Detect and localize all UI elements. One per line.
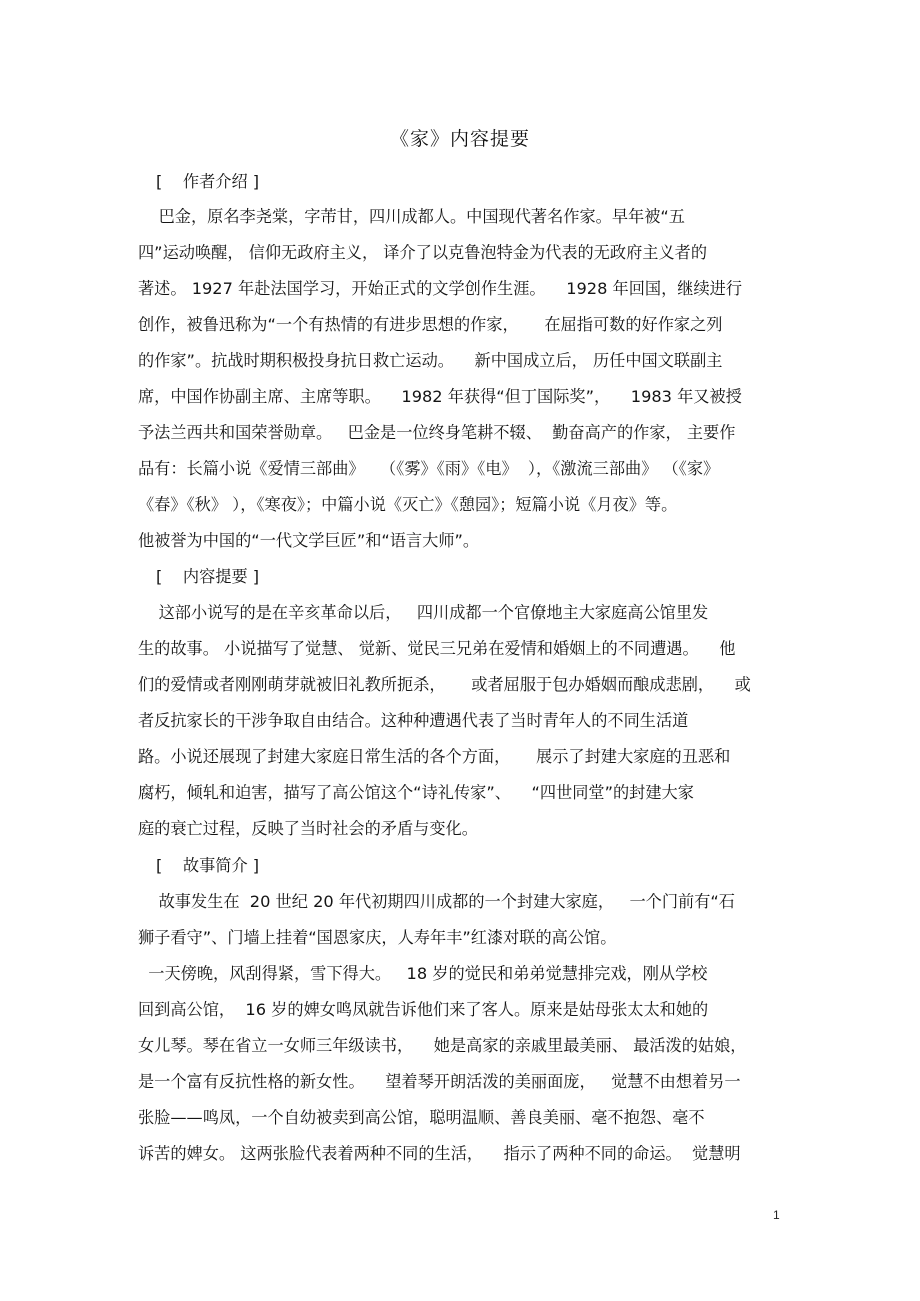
paragraph-line: 席，中国作协副主席、主席等职。 1982 年获得“但丁国际奖”， 1983 年又被授 [138, 387, 742, 406]
paragraph-line: 一天傍晚，风刮得紧，雪下得大。 18 岁的觉民和弟弟觉慧排完戏，刚从学校 [138, 964, 708, 983]
paragraph-line: 女儿琴。琴在省立一女师三年级读书， 她是高家的亲戚里最美丽、 最活泼的姑娘， [138, 1036, 747, 1055]
paragraph-line: 的作家”。抗战时期积极投身抗日救亡运动。 新中国成立后， 历任中国文联副主 [138, 351, 723, 370]
paragraph-line: 回到高公馆， 16 岁的婢女鸣凤就告诉他们来了客人。原来是姑母张太太和她的 [138, 1000, 709, 1019]
paragraph-line: 腐朽，倾轧和迫害，描写了高公馆这个“诗礼传家”、 “四世同堂”的封建大家 [138, 783, 694, 802]
paragraph-line: 们的爱情或者刚刚萌芽就被旧礼教所扼杀， 或者屈服于包办婚姻而酿成悲剧， 或 [138, 675, 751, 694]
paragraph-line: 予法兰西共和国荣誉勋章。 巴金是一位终身笔耕不辍、 勤奋高产的作家， 主要作 [138, 423, 736, 442]
section-heading-author: [ 作者介绍 ] [156, 172, 260, 191]
paragraph-line: 生的故事。 小说描写了觉慧、 觉新、觉民三兄弟在爱情和婚姻上的不同遭遇。 他 [138, 639, 736, 658]
paragraph-line: 《春》《秋》 ），《寒夜》；中篇小说《灭亡》《憩园》；短篇小说《月夜》等。 [138, 495, 678, 514]
paragraph-line: 张脸——鸣凤，一个自幼被卖到高公馆，聪明温顺、善良美丽、毫不抱怨、毫不 [138, 1108, 705, 1127]
paragraph-line: 创作，被鲁迅称为“一个有热情的有进步思想的作家， 在屈指可数的好作家之列 [138, 315, 723, 334]
section-heading-story: [ 故事简介 ] [156, 856, 260, 875]
paragraph-line: 是一个富有反抗性格的新女性。 望着琴开朗活泼的美丽面庞， 觉慧不由想着另一 [138, 1072, 741, 1091]
paragraph-line: 故事发生在 20 世纪 20 年代初期四川成都的一个封建大家庭， 一个门前有“石 [138, 892, 735, 911]
section-heading-summary: [ 内容提要 ] [156, 567, 260, 586]
paragraph-line: 著述。 1927 年赴法国学习，开始正式的文学创作生涯。 1928 年回国，继续进行 [138, 279, 743, 298]
paragraph-line: 狮子看守”、门墙上挂着“国恩家庆，人寿年丰”红漆对联的高公馆。 [138, 928, 617, 947]
paragraph-line: 巴金，原名李尧棠，字芾甘，四川成都人。中国现代著名作家。早年被“五 [138, 207, 685, 226]
paragraph-line: 品有：长篇小说《爱情三部曲》 （《雾》《雨》《电》 ），《激流三部曲》 （《家》 [138, 459, 720, 478]
page-number: 1 [773, 1208, 780, 1222]
paragraph-line: 他被誉为中国的“一代文学巨匠”和“语言大师”。 [138, 531, 480, 550]
paragraph-line: 者反抗家长的干涉争取自由结合。这种种遭遇代表了当时青年人的不同生活道 [138, 711, 689, 730]
paragraph-line: 四”运动唤醒， 信仰无政府主义， 译介了以克鲁泡特金为代表的无政府主义者的 [138, 243, 708, 262]
document-title: 《家》内容提要 [389, 128, 530, 150]
paragraph-line: 这部小说写的是在辛亥革命以后， 四川成都一个官僚地主大家庭高公馆里发 [138, 603, 709, 622]
paragraph-line: 路。小说还展现了封建大家庭日常生活的各个方面， 展示了封建大家庭的丑恶和 [138, 747, 731, 766]
paragraph-line: 诉苦的婢女。 这两张脸代表着两种不同的生活， 指示了两种不同的命运。 觉慧明 [138, 1144, 741, 1163]
paragraph-line: 庭的衰亡过程，反映了当时社会的矛盾与变化。 [138, 819, 478, 838]
